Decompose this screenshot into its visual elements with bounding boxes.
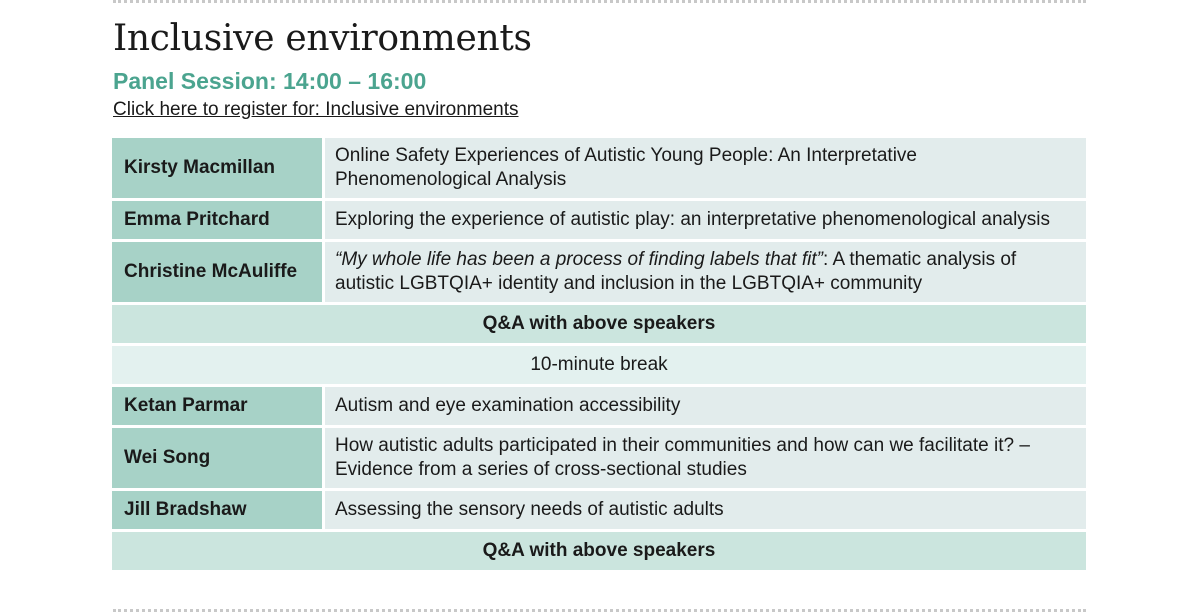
bottom-divider bbox=[113, 609, 1086, 612]
talk-title: Online Safety Experiences of Autistic Young People: An Interpretative Phenomenological Analysis bbox=[325, 138, 1086, 198]
talk-title: Autism and eye examination accessibility bbox=[325, 387, 1086, 425]
talk-title-rest: : A thematic analysis of autistic LGBTQIA+ identity and inclusion in the LGBTQIA+ community bbox=[335, 249, 1017, 294]
speaker-name: Emma Pritchard bbox=[112, 201, 325, 239]
qa-row bbox=[112, 532, 1086, 570]
talk-title: How autistic adults participated in their communities and how can we facilitate it? – Evidence from a series of cross-sectional studies bbox=[325, 428, 1086, 488]
break-label: 10-minute break bbox=[112, 346, 1086, 384]
speaker-name: Kirsty Macmillan bbox=[112, 138, 325, 198]
speaker-name: Jill Bradshaw bbox=[112, 491, 325, 529]
talk-row bbox=[112, 201, 1086, 239]
talk-row bbox=[112, 491, 1086, 529]
page-title: Inclusive environments bbox=[113, 18, 532, 59]
speaker-name: Christine McAuliffe bbox=[112, 242, 325, 302]
talk-title: Exploring the experience of autistic play: an interpretative phenomenological analysis bbox=[325, 201, 1086, 239]
speaker-name: Ketan Parmar bbox=[112, 387, 325, 425]
talk-title bbox=[325, 242, 1086, 302]
session-time: Panel Session: 14:00 – 16:00 bbox=[113, 68, 427, 94]
register-link[interactable]: Click here to register for: Inclusive environments bbox=[113, 99, 519, 120]
talk-title: Assessing the sensory needs of autistic adults bbox=[325, 491, 1086, 529]
talk-row bbox=[112, 428, 1086, 488]
schedule-table bbox=[112, 135, 1086, 573]
talk-row bbox=[112, 387, 1086, 425]
qa-label: Q&A with above speakers bbox=[112, 532, 1086, 570]
top-divider bbox=[113, 0, 1086, 3]
speaker-name: Wei Song bbox=[112, 428, 325, 488]
talk-row bbox=[112, 138, 1086, 198]
talk-title-quote: “My whole life has been a process of finding labels that fit” bbox=[335, 249, 823, 270]
qa-label: Q&A with above speakers bbox=[112, 305, 1086, 343]
talk-row bbox=[112, 242, 1086, 302]
qa-row bbox=[112, 305, 1086, 343]
break-row bbox=[112, 346, 1086, 384]
